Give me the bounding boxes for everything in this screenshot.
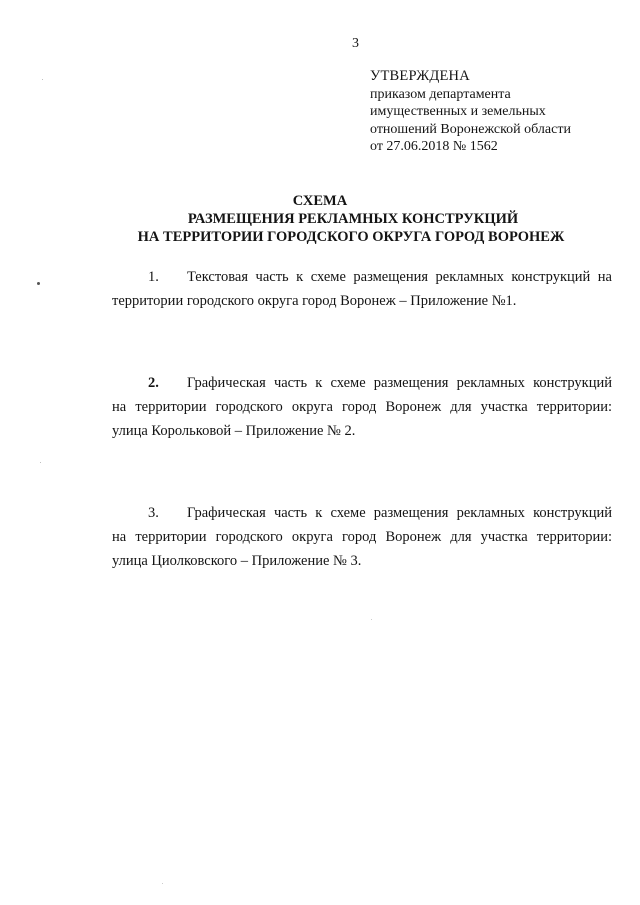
title-line: РАЗМЕЩЕНИЯ РЕКЛАМНЫХ КОНСТРУКЦИЙ: [187, 211, 519, 227]
title-line: СХЕМА: [292, 193, 348, 209]
item-list: [112, 265, 612, 631]
scan-speck: [371, 619, 372, 620]
document-title: [0, 192, 640, 246]
approval-line: приказом департамента: [370, 86, 511, 102]
approval-heading: УТВЕРЖДЕНА: [370, 68, 470, 84]
item-text: улица Циолковского – Приложение № 3.: [112, 553, 362, 569]
scan-speck: [42, 79, 43, 80]
item-text: Графическая часть к схеме размещения рекламных конструкций: [187, 505, 612, 521]
list-item: [112, 265, 612, 313]
approval-line: отношений Воронежской области: [370, 121, 571, 137]
item-text: Текстовая часть к схеме размещения рекламных конструкций на: [187, 269, 612, 285]
approval-block: [370, 68, 571, 156]
approval-line: имущественных и земельных: [370, 104, 546, 119]
page-number: 3: [352, 36, 359, 51]
scan-speck: [37, 282, 40, 285]
item-number: 1.: [148, 269, 159, 285]
title-line: НА ТЕРРИТОРИИ ГОРОДСКОГО ОКРУГА ГОРОД ВОРОНЕЖ: [137, 229, 565, 245]
item-number: 3.: [148, 505, 159, 521]
scan-speck: [40, 462, 41, 463]
item-text: на территории городского округа город Воронеж для участка территории:: [112, 399, 612, 415]
approval-date: от 27.06.2018 № 1562: [370, 139, 498, 154]
item-number: 2.: [148, 375, 159, 391]
list-item: [112, 501, 612, 573]
item-text: улица Корольковой – Приложение № 2.: [112, 423, 356, 439]
scan-speck: [162, 883, 163, 884]
item-text: Графическая часть к схеме размещения рекламных конструкций: [187, 375, 612, 391]
item-text: территории городского округа город Воронеж – Приложение №1.: [112, 293, 517, 309]
item-text: на территории городского округа город Воронеж для участка территории:: [112, 529, 612, 545]
list-item: [112, 371, 612, 443]
